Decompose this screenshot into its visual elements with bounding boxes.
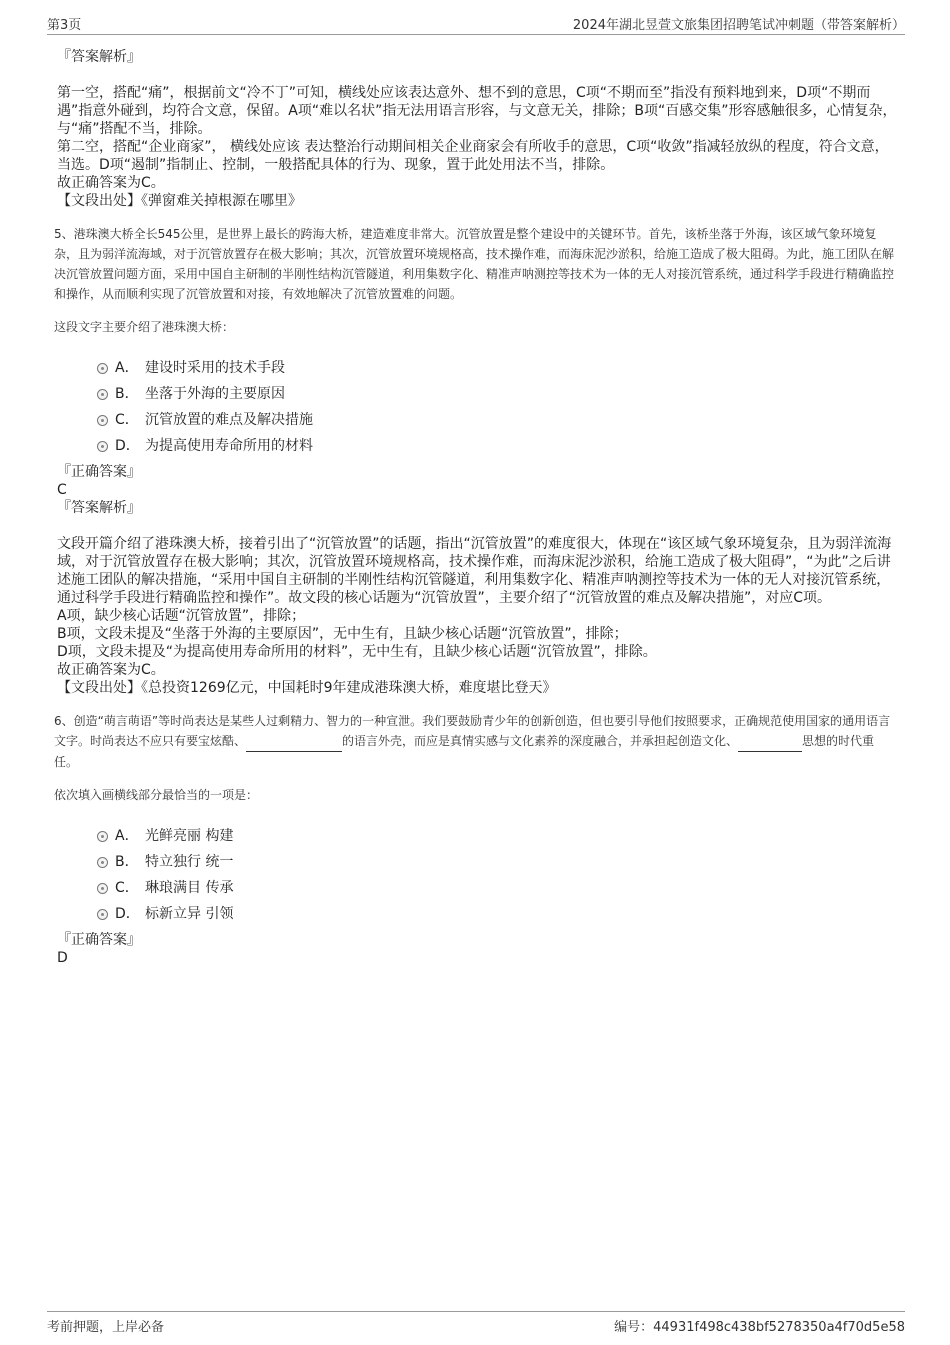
option-b[interactable]: B． 坐落于外海的主要原因 — [97, 381, 897, 407]
question-5-d-note: D项，文段未提及“为提高使用寿命所用的材料”，无中生有，且缺少核心话题“沉管放置”，排除。 — [57, 644, 657, 660]
radio-icon[interactable] — [97, 389, 108, 400]
question-6-options — [97, 823, 897, 927]
analysis-source: 【文段出处】《弹窗难关掉根源在哪里》 — [57, 193, 302, 209]
footer-slogan: 考前押题，上岸必备 — [47, 1320, 165, 1335]
question-5-prompt: 这段文字主要介绍了港珠澳大桥： — [54, 320, 235, 334]
analysis-conclusion: 故正确答案为C。 — [57, 175, 165, 191]
radio-icon[interactable] — [97, 883, 108, 894]
correct-answer-label: 『正确答案』 — [57, 464, 141, 480]
document-title: 2024年湖北昱萱文旅集团招聘笔试冲刺题（带答案解析） — [572, 18, 905, 33]
radio-icon[interactable] — [97, 441, 108, 452]
radio-icon[interactable] — [97, 415, 108, 426]
correct-answer-value: C — [57, 482, 67, 498]
question-5-conclusion: 故正确答案为C。 — [57, 662, 165, 678]
analysis-label: 『答案解析』 — [57, 49, 141, 65]
analysis-paragraph-1: 第一空，搭配“痛”，根据前文“冷不丁”可知，横线处应该表达意外、想不到的意思，C项“不期而至”指没有预料地到来，D项“不期而遇”指意外碰到，均符合文意，保留。A项“难以名状”指无法用语言形容，与文意无关，排除；B项“百感交集”形容感触很多，心情复杂，与“痛”搭配不当，排除。 — [57, 85, 897, 137]
question-5-options — [97, 355, 897, 459]
document-code: 编号：44931f498c438bf5278350a4f70d5e58 — [614, 1320, 905, 1335]
correct-answer-label: 『正确答案』 — [57, 932, 141, 948]
question-5-text: 5、港珠澳大桥全长545公里，是世界上最长的跨海大桥，建造难度非常大。沉管放置是整个建设中的关键环节。首先，该桥坐落于外海，该区域气象环境复杂，且为弱洋流海域，对于沉管放置存在极大影响；其次，沉管放置环境规格高，技术操作难，而海床泥沙淤积，给施工造成了极大阻碍。为此，施工团队在解决沉管放置问题方面，采用中国自主研制的半刚性结构沉管隧道，利用集数字化、精准声呐测控等技术为一体的无人对接沉管系统，通过科学手段进行精确监控和操作，从而顺利实现了沉管放置和对接，有效地解决了沉管放置难的问题。 — [54, 227, 895, 301]
radio-icon[interactable] — [97, 909, 108, 920]
option-d[interactable]: D． 标新立异 引领 — [97, 901, 897, 927]
fill-blank-1 — [246, 731, 342, 752]
option-a[interactable]: A． 建设时采用的技术手段 — [97, 355, 897, 381]
analysis-paragraph-2: 第二空，搭配“企业商家”， 横线处应该 表达整治行动期间相关企业商家会有所收手的意思，C项“收敛”指减轻放纵的程度，符合文意，当选。D项“遏制”指制止、控制，一般搭配具体的行为、现象，置于此处用法不当，排除。 — [57, 139, 889, 173]
question-5-source: 【文段出处】《总投资1269亿元，中国耗时9年建成港珠澳大桥，难度堪比登天》 — [57, 680, 557, 696]
page-header — [47, 14, 905, 35]
page-number: 第3页 — [47, 18, 82, 33]
radio-icon[interactable] — [97, 831, 108, 842]
option-d[interactable]: D． 为提高使用寿命所用的材料 — [97, 433, 897, 459]
analysis-label: 『答案解析』 — [57, 500, 141, 516]
question-6-prompt: 依次填入画横线部分最恰当的一项是： — [54, 788, 259, 802]
question-5-a-note: A项，缺少核心话题“沉管放置”，排除； — [57, 608, 306, 624]
question-6-text: 6、创造“萌言萌语”等时尚表达是某些人过剩精力、智力的一种宣泄。我们要鼓励青少年的创新创造，但也要引导他们按照要求，正确规范使用国家的通用语言文字。时尚表达不应只有要宝炫酷、 的语言外壳，而应是真情实感与文化素养的深度融合，并承担起创造文化、 思想的时代重任。 — [54, 714, 891, 769]
fill-blank-2 — [738, 731, 802, 752]
option-c[interactable]: C． 琳琅满目 传承 — [97, 875, 897, 901]
page-footer — [47, 1311, 905, 1335]
option-b[interactable]: B． 特立独行 统一 — [97, 849, 897, 875]
page-content — [54, 48, 897, 967]
radio-icon[interactable] — [97, 857, 108, 868]
question-5-answer — [57, 463, 897, 697]
question-5-analysis: 文段开篇介绍了港珠澳大桥，接着引出了“沉管放置”的话题，指出“沉管放置”的难度很大，体现在“该区域气象环境复杂，且为弱洋流海域，对于沉管放置存在极大影响；其次，沉管放置环境规格高，技术操作难，而海床泥沙淤积，给施工造成了极大阻碍”，“为此”之后讲述施工团队的解决措施，“采用中国自主研制的半刚性结构沉管隧道，利用集数字化、精准声呐测控等技术为一体的无人对接沉管系统，通过科学手段进行精确监控和操作”。故文段的核心话题为“沉管放置”，主要介绍了“沉管放置的难点及解决措施”，对应C项。 — [57, 536, 892, 606]
question-6-answer — [57, 931, 897, 967]
radio-icon[interactable] — [97, 363, 108, 374]
correct-answer-value: D — [57, 950, 68, 966]
previous-question-analysis — [57, 48, 897, 210]
option-a[interactable]: A． 光鲜亮丽 构建 — [97, 823, 897, 849]
question-5-b-note: B项，文段未提及“坐落于外海的主要原因”，无中生有，且缺少核心话题“沉管放置”，排除； — [57, 626, 628, 642]
question-5 — [54, 224, 897, 697]
option-c[interactable]: C． 沉管放置的难点及解决措施 — [97, 407, 897, 433]
question-6 — [54, 711, 897, 967]
